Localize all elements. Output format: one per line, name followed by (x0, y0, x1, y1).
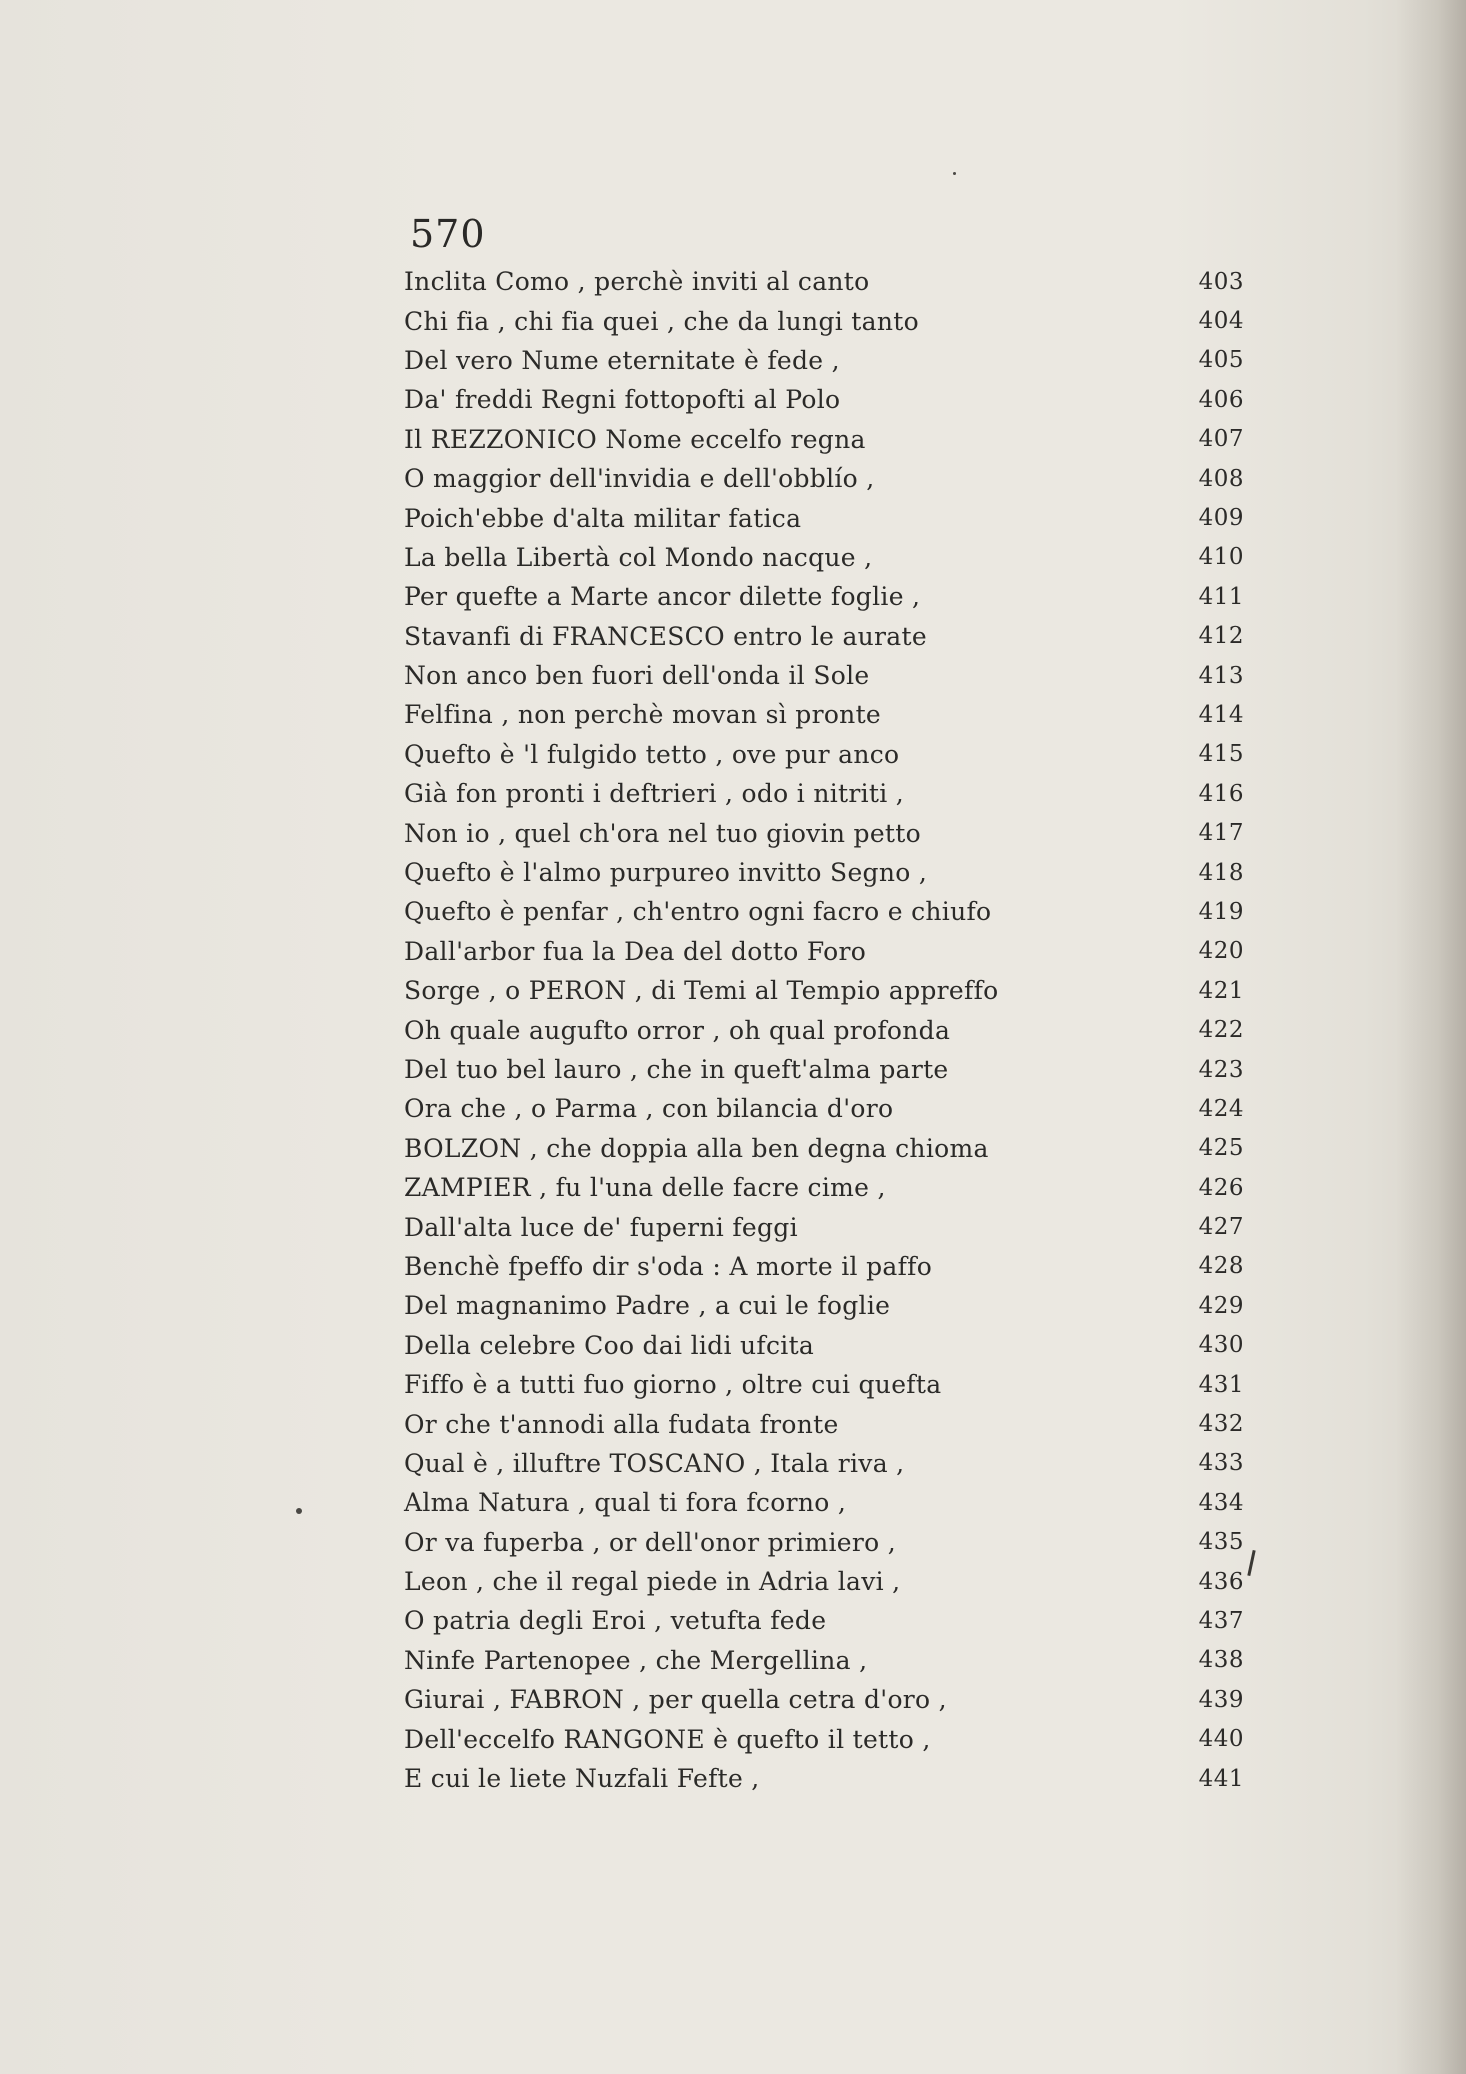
entry-first-line: Leon , che il regal piede in Adria lavi , (404, 1567, 901, 1597)
index-entry (404, 341, 1244, 380)
entry-page-number: 411 (1198, 583, 1244, 610)
entry-first-line: Stavanfi di FRANCESCO entro le aurate (404, 621, 927, 651)
entry-first-line: Fiffo è a tutti fuo giorno , oltre cui quefta (404, 1370, 942, 1400)
entry-first-line: Inclita Como , perchè inviti al canto (404, 267, 870, 297)
page-edge-shadow (1396, 0, 1466, 2074)
entry-first-line: Or che t'annodi alla fudata fronte (404, 1409, 839, 1439)
entry-page-number: 428 (1198, 1253, 1244, 1280)
entry-page-number: 439 (1198, 1686, 1244, 1713)
entry-first-line: Felfina , non perchè movan sì pronte (404, 700, 882, 730)
entry-page-number: 414 (1198, 701, 1244, 728)
entry-page-number: 407 (1198, 426, 1244, 453)
entry-first-line: O maggior dell'invidia e dell'obblío , (404, 464, 875, 494)
entry-first-line: Da' freddi Regni fottopofti al Polo (404, 385, 841, 415)
entry-first-line: Sorge , o PERON , di Temi al Tempio appreffo (404, 976, 999, 1006)
index-entry (404, 1719, 1244, 1758)
entry-page-number: 437 (1198, 1607, 1244, 1634)
entry-first-line: Quefto è l'almo purpureo invitto Segno , (404, 858, 928, 888)
index-entry (404, 932, 1244, 971)
entry-page-number: 410 (1198, 544, 1244, 571)
index-entry (404, 459, 1244, 498)
index-entry (404, 1601, 1244, 1640)
entry-first-line: Del magnanimo Padre , a cui le foglie (404, 1291, 891, 1321)
entry-first-line: La bella Libertà col Mondo nacque , (404, 542, 873, 572)
entry-first-line: Del vero Nume eternitate è fede , (404, 345, 840, 375)
entry-first-line: Giurai , FABRON , per quella cetra d'oro , (404, 1685, 947, 1715)
entry-first-line: Il REZZONICO Nome eccelfo regna (404, 424, 866, 454)
index-list (404, 262, 1244, 1798)
entry-first-line: E cui le liete Nuzfali Fefte , (404, 1764, 760, 1794)
index-entry (404, 892, 1244, 931)
entry-page-number: 434 (1198, 1489, 1244, 1516)
entry-page-number: 440 (1198, 1726, 1244, 1753)
entry-page-number: 409 (1198, 505, 1244, 532)
entry-first-line: Non anco ben fuori dell'onda il Sole (404, 661, 870, 691)
entry-page-number: 420 (1198, 938, 1244, 965)
index-entry (404, 1483, 1244, 1522)
entry-first-line: Alma Natura , qual ti fora fcorno , (404, 1488, 847, 1518)
index-entry (404, 853, 1244, 892)
index-entry (404, 656, 1244, 695)
entry-page-number: 424 (1198, 1095, 1244, 1122)
entry-page-number: 441 (1198, 1765, 1244, 1792)
index-entry (404, 1444, 1244, 1483)
entry-page-number: 438 (1198, 1647, 1244, 1674)
entry-page-number: 429 (1198, 1292, 1244, 1319)
index-entry (404, 420, 1244, 459)
entry-page-number: 408 (1198, 465, 1244, 492)
page-number: 570 (410, 212, 486, 256)
entry-first-line: O patria degli Eroi , vetufta fede (404, 1606, 827, 1636)
entry-first-line: Oh quale augufto orror , oh qual profonda (404, 1015, 951, 1045)
entry-page-number: 419 (1198, 898, 1244, 925)
index-entry (404, 1050, 1244, 1089)
entry-first-line: ZAMPIER , fu l'una delle facre cime , (404, 1173, 886, 1203)
entry-page-number: 412 (1198, 623, 1244, 650)
entry-page-number: 423 (1198, 1056, 1244, 1083)
index-entry (404, 695, 1244, 734)
index-entry (404, 1326, 1244, 1365)
index-entry (404, 1759, 1244, 1798)
entry-page-number: 425 (1198, 1135, 1244, 1162)
entry-page-number: 435 (1198, 1529, 1244, 1556)
entry-page-number: 404 (1198, 308, 1244, 335)
index-entry (404, 380, 1244, 419)
entry-page-number: 430 (1198, 1332, 1244, 1359)
index-entry (404, 617, 1244, 656)
entry-page-number: 421 (1198, 977, 1244, 1004)
entry-page-number: 433 (1198, 1450, 1244, 1477)
index-entry (404, 538, 1244, 577)
index-entry (404, 1247, 1244, 1286)
index-entry (404, 301, 1244, 340)
index-entry (404, 1365, 1244, 1404)
entry-first-line: BOLZON , che doppia alla ben degna chioma (404, 1133, 989, 1163)
entry-page-number: 422 (1198, 1017, 1244, 1044)
entry-page-number: 415 (1198, 741, 1244, 768)
entry-first-line: Dall'alta luce de' fuperni feggi (404, 1212, 798, 1242)
entry-page-number: 436 (1198, 1568, 1244, 1595)
entry-first-line: Benchè fpeffo dir s'oda : A morte il paffo (404, 1251, 933, 1281)
index-entry (404, 1680, 1244, 1719)
index-entry (404, 577, 1244, 616)
index-entry (404, 735, 1244, 774)
index-entry (404, 1641, 1244, 1680)
entry-first-line: Poich'ebbe d'alta militar fatica (404, 503, 802, 533)
index-entry (404, 1286, 1244, 1325)
index-entry (404, 971, 1244, 1010)
index-entry (404, 1089, 1244, 1128)
index-entry (404, 498, 1244, 537)
index-entry (404, 1562, 1244, 1601)
entry-first-line: Quefto è penfar , ch'entro ogni facro e chiufo (404, 897, 992, 927)
entry-first-line: Già fon pronti i deftrieri , odo i nitriti , (404, 779, 905, 809)
index-entry (404, 813, 1244, 852)
entry-page-number: 405 (1198, 347, 1244, 374)
entry-first-line: Ora che , o Parma , con bilancia d'oro (404, 1094, 894, 1124)
entry-page-number: 432 (1198, 1411, 1244, 1438)
entry-first-line: Or va fuperba , or dell'onor primiero , (404, 1527, 896, 1557)
entry-first-line: Qual è , illuftre TOSCANO , Itala riva , (404, 1448, 905, 1478)
entry-first-line: Della celebre Coo dai lidi ufcita (404, 1330, 815, 1360)
entry-page-number: 406 (1198, 386, 1244, 413)
ink-speck (296, 1508, 302, 1514)
entry-first-line: Quefto è 'l fulgido tetto , ove pur anco (404, 739, 900, 769)
entry-page-number: 417 (1198, 820, 1244, 847)
index-entry (404, 1168, 1244, 1207)
entry-page-number: 418 (1198, 859, 1244, 886)
entry-first-line: Del tuo bel lauro , che in queft'alma parte (404, 1055, 949, 1084)
index-entry (404, 1404, 1244, 1443)
entry-page-number: 403 (1198, 268, 1244, 295)
index-entry (404, 1129, 1244, 1168)
index-entry (404, 774, 1244, 813)
index-entry (404, 1523, 1244, 1562)
entry-first-line: Dell'eccelfo RANGONE è quefto il tetto , (404, 1724, 931, 1754)
entry-page-number: 431 (1198, 1371, 1244, 1398)
entry-first-line: Non io , quel ch'ora nel tuo giovin petto (404, 818, 921, 848)
entry-first-line: Chi fia , chi fia quei , che da lungi tanto (404, 306, 919, 336)
ink-speck (953, 172, 956, 175)
entry-first-line: Dall'arbor fua la Dea del dotto Foro (404, 936, 867, 966)
entry-page-number: 413 (1198, 662, 1244, 689)
entry-page-number: 427 (1198, 1214, 1244, 1241)
entry-first-line: Ninfe Partenopee , che Mergellina , (404, 1645, 868, 1675)
entry-page-number: 426 (1198, 1174, 1244, 1201)
index-entry (404, 1010, 1244, 1049)
index-entry (404, 1207, 1244, 1246)
entry-first-line: Per quefte a Marte ancor dilette foglie , (404, 582, 921, 612)
entry-page-number: 416 (1198, 780, 1244, 807)
index-entry (404, 262, 1244, 301)
